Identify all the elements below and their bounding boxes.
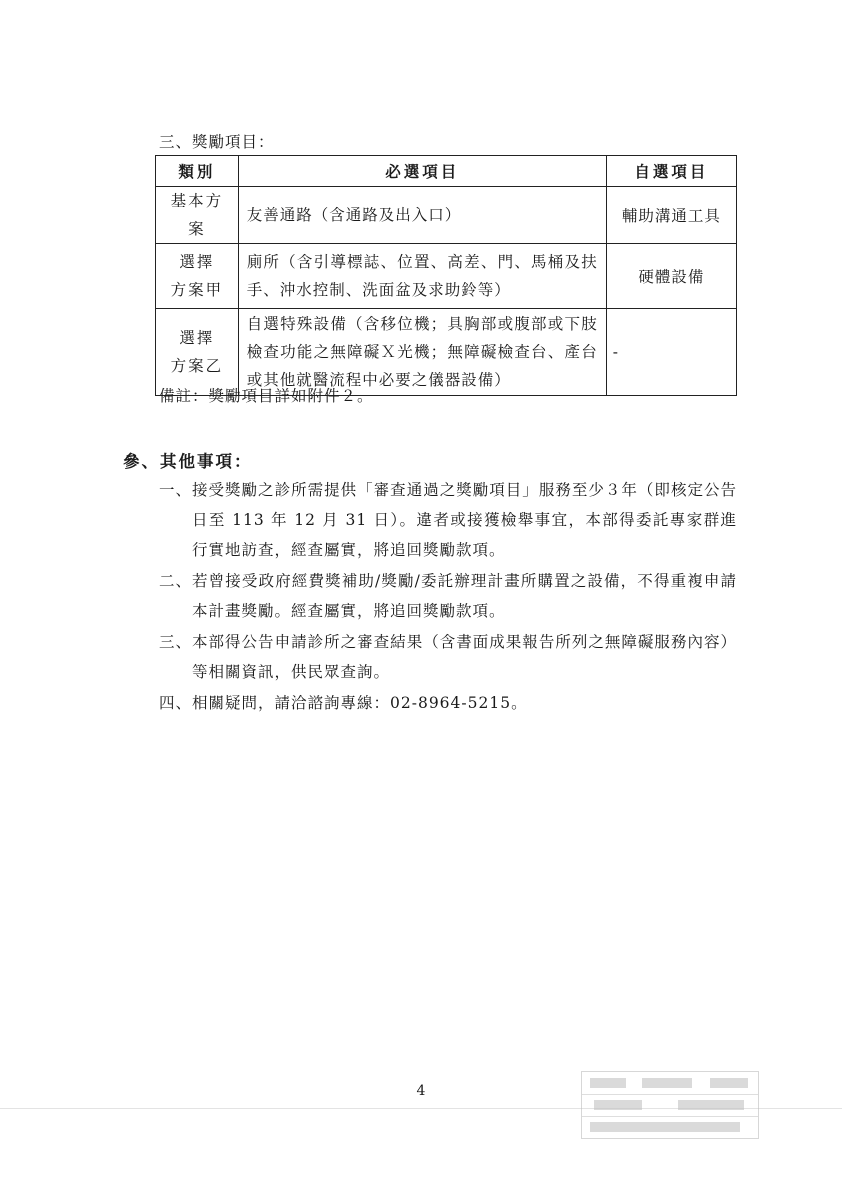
row-category xyxy=(156,244,239,309)
header-category: 類別 xyxy=(156,156,239,187)
row-category-line: 選擇 xyxy=(179,253,215,271)
stamp-glyph-mark xyxy=(710,1078,748,1088)
page-number: 4 xyxy=(416,1083,426,1099)
list-item-number: 一、 xyxy=(159,481,193,499)
section-heading-awards: 三、獎勵項目： xyxy=(159,133,275,151)
row-optional-item: 輔助溝通工具 xyxy=(606,187,736,244)
list-item-text: 若曾接受政府經費獎補助/獎勵/委託辦理計畫所購置之設備，不得重複申請本計畫獎勵。經查屬實，將追回獎勵款項。 xyxy=(192,572,737,620)
row-category: 基本方案 xyxy=(156,187,239,244)
list-item xyxy=(159,475,737,565)
row-category-line: 方案甲 xyxy=(170,281,224,299)
list-item-number: 四、 xyxy=(159,694,193,712)
row-required-item: 廁所（含引導標誌、位置、高差、門、馬桶及扶手、沖水控制、洗面盆及求助鈴等） xyxy=(238,244,606,309)
table-row xyxy=(156,187,737,244)
table-header-row xyxy=(156,156,737,187)
row-required-item: 自選特殊設備（含移位機；具胸部或腹部或下肢檢查功能之無障礙Ｘ光機；無障礙檢查台、產台或其他就醫流程中必要之儀器設備） xyxy=(238,309,606,396)
row-optional-item: - xyxy=(606,309,736,396)
header-optional: 自選項目 xyxy=(606,156,736,187)
award-items-table xyxy=(155,155,737,396)
list-item-text: 本部得公告申請診所之審查結果（含書面成果報告所列之無障礙服務內容）等相關資訊，供民眾查詢。 xyxy=(192,633,737,681)
section-title-other-matters: 參、其他事項： xyxy=(123,452,253,471)
list-item-number: 二、 xyxy=(159,572,193,590)
row-required-item: 友善通路（含通路及出入口） xyxy=(238,187,606,244)
stamp-glyph-mark xyxy=(642,1078,692,1088)
stamp-glyph-mark xyxy=(590,1122,740,1132)
stamp-divider xyxy=(582,1116,758,1117)
stamp-glyph-mark xyxy=(590,1078,626,1088)
list-item-text: 相關疑問，請洽諮詢專線：02-8964-5215。 xyxy=(192,694,528,712)
list-item-number: 三、 xyxy=(159,633,193,651)
stamp-glyph-mark xyxy=(678,1100,744,1110)
list-item xyxy=(159,566,737,626)
row-category-line: 方案乙 xyxy=(170,357,224,375)
table-row xyxy=(156,309,737,396)
list-item xyxy=(159,627,737,687)
official-stamp xyxy=(581,1071,759,1139)
list-item xyxy=(159,688,737,718)
stamp-glyph-mark xyxy=(594,1100,642,1110)
row-category xyxy=(156,309,239,396)
table-row xyxy=(156,244,737,309)
list-item-text: 接受獎勵之診所需提供「審查通過之獎勵項目」服務至少３年（即核定公告日至 113 年 12 月 31 日）。違者或接獲檢舉事宜，本部得委託專家群進行實地訪查，經查屬實，將追回獎勵款項。 xyxy=(192,481,737,559)
row-category-line: 選擇 xyxy=(179,329,215,347)
stamp-divider xyxy=(582,1094,758,1095)
header-required: 必選項目 xyxy=(238,156,606,187)
table-note: 備註：獎勵項目詳如附件２。 xyxy=(159,387,374,405)
row-optional-item: 硬體設備 xyxy=(606,244,736,309)
